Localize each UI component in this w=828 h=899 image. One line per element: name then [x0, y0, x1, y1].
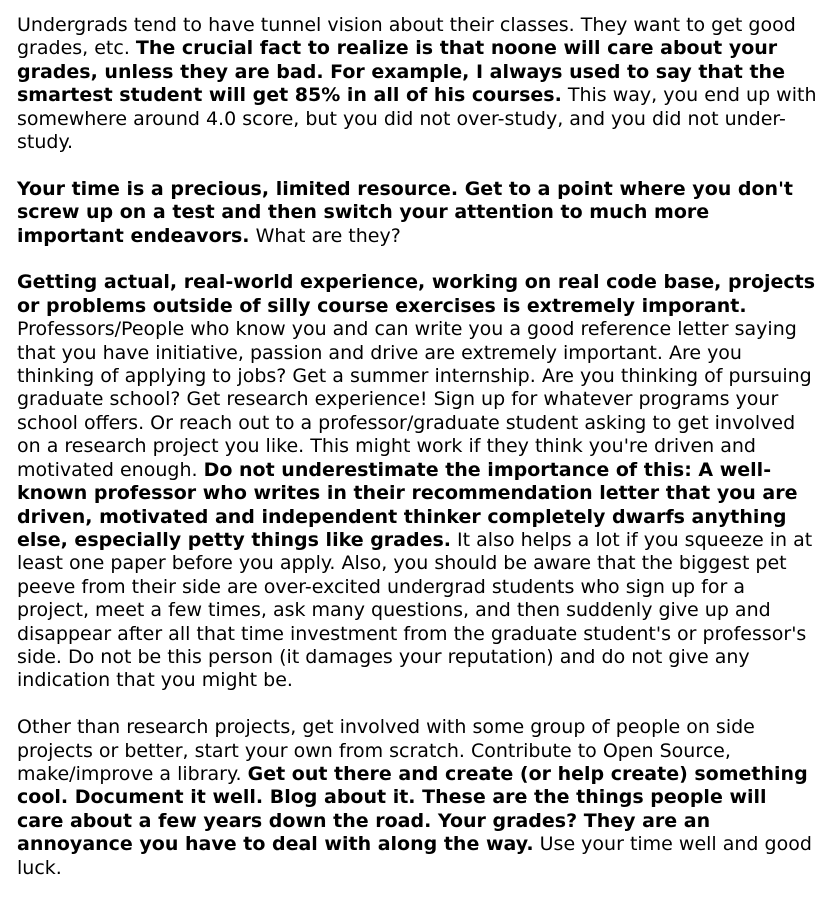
paragraph-text: It also helps a lot if you squeeze in at least one paper before you apply. Also, you should be aware that the biggest pet peeve from their side are over-excited undergrad students who sign up for a project, meet a few times, ask many questions, and then suddenly give up and disappear after all that time investment from the graduate student's or professor's side. Do not be this person (it damages your reputation) and do not give any indication that you might be. [17, 528, 813, 692]
emphasis-text: The crucial fact to realize is that noone will care about your grades, unless they are bad. For example, I always used to say that the smartest student will get 85% in all of his courses. [17, 37, 785, 107]
emphasis-text: Getting actual, real-world experience, working on real code base, projects or problems outside of silly course exercises is extremely imporant. [17, 271, 816, 317]
paragraph-grades [17, 14, 818, 154]
paragraph-text: Other than research projects, get involved with some group of people on side projects or better, start your own from scratch. Contribute to Open Source, make/improve a library. [17, 716, 755, 785]
paragraph-time [17, 178, 818, 248]
paragraph-experience [17, 271, 818, 692]
paragraph-text: Use your time well and good luck. [17, 833, 812, 879]
emphasis-text: Get out there and create (or help create) something cool. Document it well. Blog about it. These are the things people will care about a few years down the road. Your grades? They are an annoyance you have to deal with along the way. [17, 762, 808, 856]
paragraph-text: What are they? [249, 224, 401, 247]
paragraph-text: Undergrads tend to have tunnel vision about their classes. They want to get good grades, etc. [17, 14, 796, 60]
emphasis-text: Do not underestimate the importance of this: A well-known professor who writes in their recommendation letter that you are driven, motivated and independent thinker completely dwarfs anything else, especially petty things like grades. [17, 458, 798, 551]
paragraph-text: This way, you end up with somewhere around 4.0 score, but you did not over-study, and you did not under-study. [17, 84, 817, 154]
emphasis-text: Your time is a precious, limited resource. Get to a point where you don't screw up on a test and then switch your attention to much more important endeavors. [17, 177, 793, 247]
paragraph-side-projects [17, 716, 818, 880]
paragraph-text: Professors/People who know you and can write you a good reference letter saying that you have initiative, passion and drive are extremely important. Are you thinking of applying to jobs? Get a summer internship. Are you thinking of pursuing graduate school? Get research experience! Sign up for whatever programs your school offers. Or reach out to a professor/graduate student asking to get involved on a research project you like. This might work if they think you're driven and motivated enough. [17, 318, 812, 481]
